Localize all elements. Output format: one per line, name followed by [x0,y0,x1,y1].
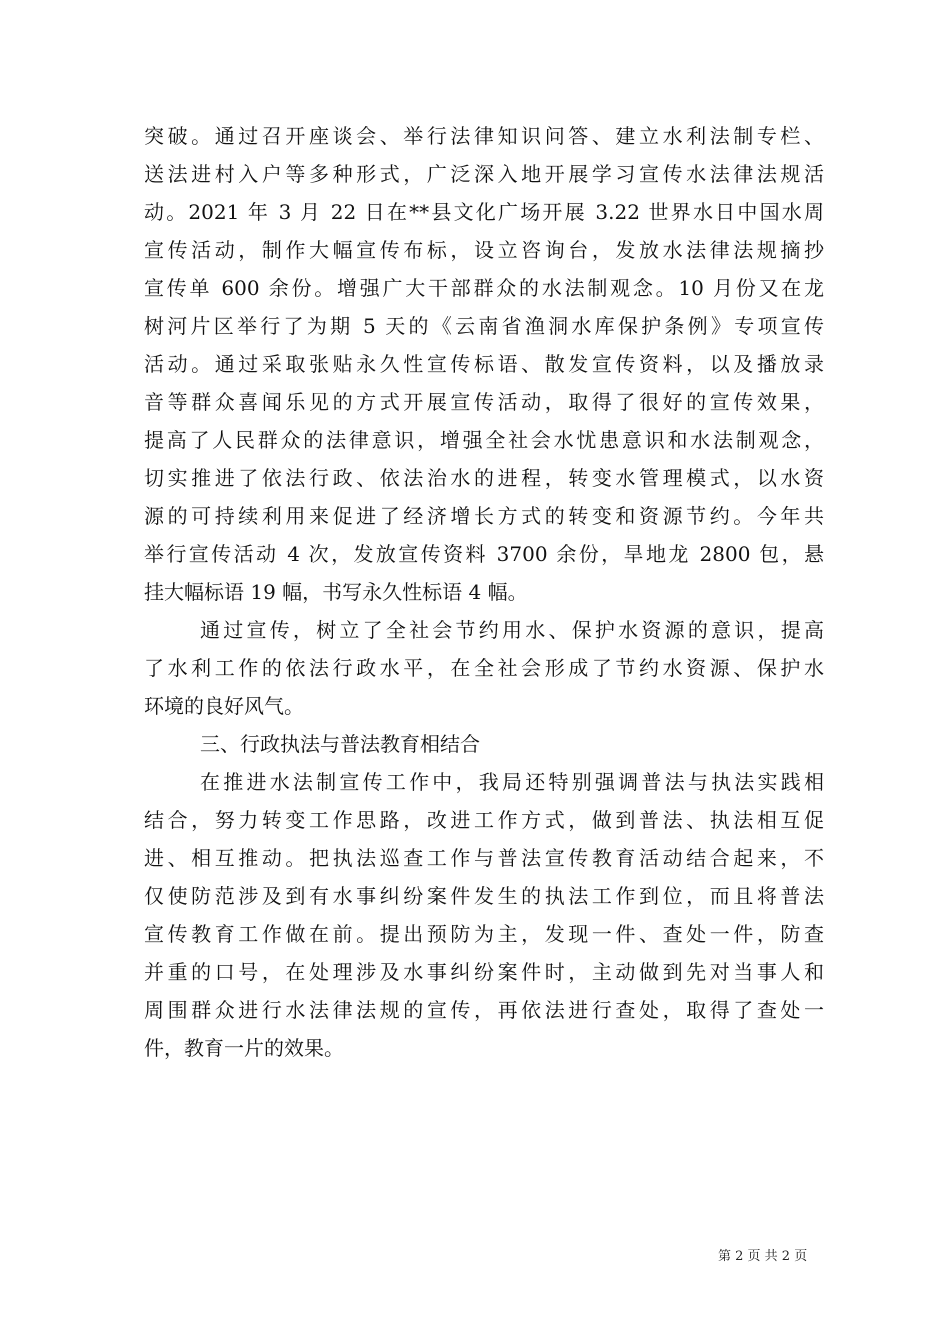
section-heading: 三、行政执法与普法教育相结合 [200,732,480,756]
text-line: 音等群众喜闻乐见的方式开展宣传活动，取得了很好的宣传效果， [144,390,824,414]
text-line: 突破。通过召开座谈会、举行法律知识问答、建立水利法制专栏、 [144,124,824,148]
text-line: 活动。通过采取张贴永久性宣传标语、散发宣传资料，以及播放录 [144,352,824,376]
text-line: 并重的口号，在处理涉及水事纠纷案件时，主动做到先对当事人和 [144,960,824,984]
text-line: 周围群众进行水法律法规的宣传，再依法进行查处，取得了查处一 [144,998,824,1022]
text-line: 树河片区举行了为期 5 天的《云南省渔洞水库保护条例》专项宣传 [144,314,824,338]
text-line: 宣传单 600 余份。增强广大干部群众的水法制观念。10 月份又在龙 [144,276,824,300]
text-line: 了水利工作的依法行政水平，在全社会形成了节约水资源、保护水 [144,656,824,680]
text-line: 宣传活动，制作大幅宣传布标，设立咨询台，发放水法律法规摘抄 [144,238,824,262]
text-line: 仅使防范涉及到有水事纠纷案件发生的执法工作到位，而且将普法 [144,884,824,908]
text-line: 动。2021 年 3 月 22 日在**县文化广场开展 3.22 世界水日中国水周 [144,200,824,224]
text-line: 环境的良好风气。 [144,694,304,718]
text-line: 在推进水法制宣传工作中，我局还特别强调普法与执法实践相 [200,770,824,794]
text-line: 结合，努力转变工作思路，改进工作方式，做到普法、执法相互促 [144,808,824,832]
text-line: 切实推进了依法行政、依法治水的进程，转变水管理模式，以水资 [144,466,824,490]
page-number: 第 2 页 共 2 页 [718,1249,808,1264]
text-line: 宣传教育工作做在前。提出预防为主，发现一件、查处一件，防查 [144,922,824,946]
text-line: 件，教育一片的效果。 [144,1036,344,1060]
text-line: 提高了人民群众的法律意识，增强全社会水忧患意识和水法制观念， [144,428,824,452]
text-line: 进、相互推动。把执法巡查工作与普法宣传教育活动结合起来，不 [144,846,824,870]
text-line: 送法进村入户等多种形式，广泛深入地开展学习宣传水法律法规活 [144,162,824,186]
text-line: 源的可持续利用来促进了经济增长方式的转变和资源节约。今年共 [144,504,824,528]
text-line: 举行宣传活动 4 次，发放宣传资料 3700 余份，旱地龙 2800 包，悬 [144,542,824,566]
text-line: 挂大幅标语 19 幅，书写永久性标语 4 幅。 [144,580,528,604]
text-line: 通过宣传，树立了全社会节约用水、保护水资源的意识，提高 [200,618,824,642]
